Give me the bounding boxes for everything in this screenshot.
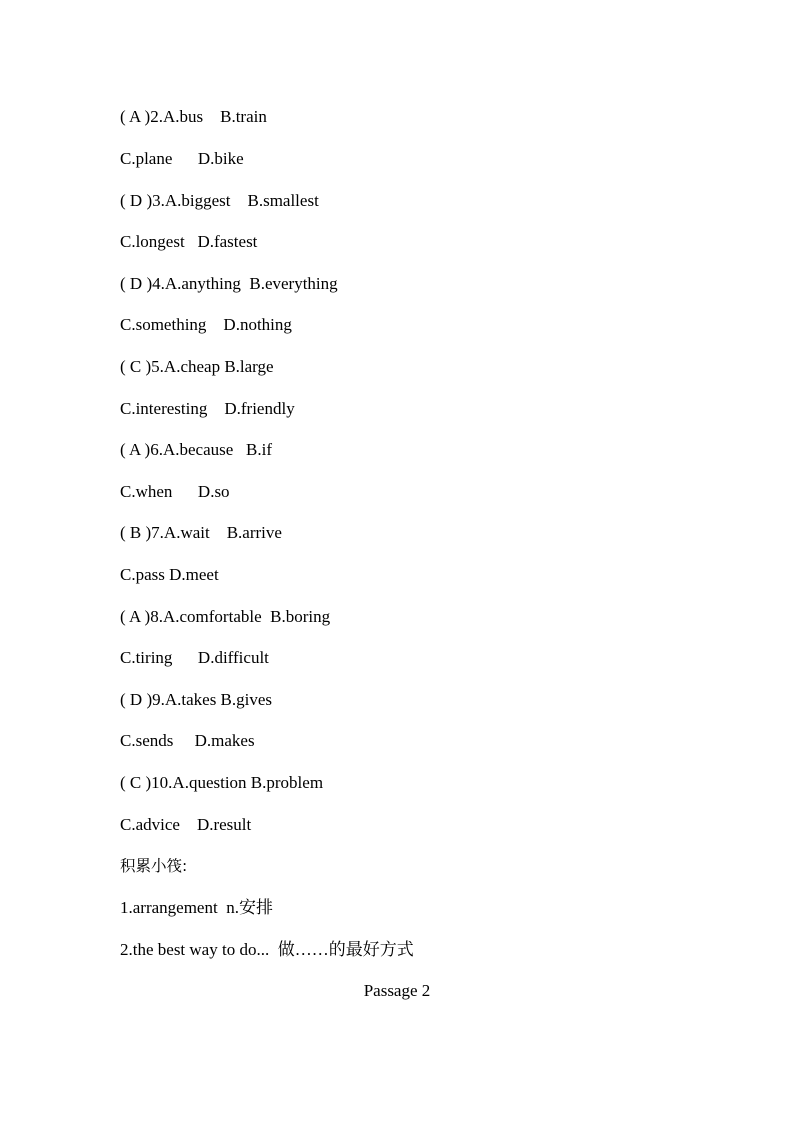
notes-item-1: 1.arrangement n.安排 [120,898,273,917]
answer-line-q9: ( D )9.A.takes B.gives [120,690,273,709]
answer-line-q4: ( D )4.A.anything B.everything [120,274,338,293]
options-line-q4: C.something D.nothing [120,315,292,334]
options-line-q3: C.longest D.fastest [120,232,258,251]
answer-line-q2: ( A )2.A.bus B.train [120,107,267,126]
notes-heading: 积累小筏: [120,857,188,875]
options-line-q6: C.when D.so [120,482,230,501]
options-line-q7: C.pass D.meet [120,565,219,584]
answer-line-q8: ( A )8.A.comfortable B.boring [120,607,331,626]
answer-line-q10: ( C )10.A.question B.problem [120,773,324,792]
options-line-q10: C.advice D.result [120,815,252,834]
answer-line-q3: ( D )3.A.biggest B.smallest [120,191,319,210]
options-line-q2: C.plane D.bike [120,149,244,168]
answer-line-q7: ( B )7.A.wait B.arrive [120,523,282,542]
passage-title: Passage 2 [363,981,431,1000]
answer-line-q6: ( A )6.A.because B.if [120,440,273,459]
options-line-q8: C.tiring D.difficult [120,648,269,667]
answer-line-q5: ( C )5.A.cheap B.large [120,357,274,376]
notes-item-2: 2.the best way to do... 做……的最好方式 [120,940,414,959]
options-line-q9: C.sends D.makes [120,731,255,750]
options-line-q5: C.interesting D.friendly [120,399,295,418]
